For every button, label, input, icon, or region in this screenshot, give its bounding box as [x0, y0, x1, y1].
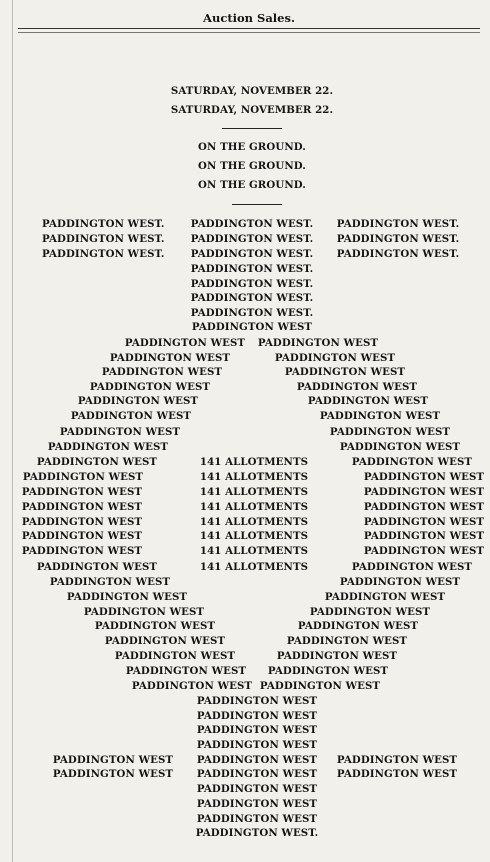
paddington-west-line: PADDINGTON WEST [114, 650, 236, 662]
paddington-west-line: PADDINGTON WEST [131, 680, 253, 692]
paddington-west-line: PADDINGTON WEST [324, 591, 446, 603]
paddington-west-line: PADDINGTON WEST [196, 724, 318, 736]
paddington-west-line: PADDINGTON WEST [363, 545, 485, 557]
allotments-line: 141 ALLOTMENTS [199, 486, 309, 498]
paddington-west-line: PADDINGTON WEST [259, 680, 381, 692]
paddington-west-line: PADDINGTON WEST [191, 321, 313, 333]
paddington-west-line: PADDINGTON WEST [274, 352, 396, 364]
paddington-west-line: PADDINGTON WEST. [190, 278, 314, 290]
paddington-west-line: PADDINGTON WEST [351, 561, 473, 573]
paddington-west-line: PADDINGTON WEST [336, 768, 458, 780]
paddington-west-line: PADDINGTON WEST [196, 739, 318, 751]
paddington-west-line: PADDINGTON WEST [363, 471, 485, 483]
paddington-west-line: PADDINGTON WEST [336, 754, 458, 766]
paddington-west-line: PADDINGTON WEST [124, 337, 246, 349]
paddington-west-line: PADDINGTON WEST. [190, 263, 314, 275]
allotments-line: 141 ALLOTMENTS [199, 501, 309, 513]
ground-line: ON THE GROUND. [198, 160, 306, 172]
paddington-west-line: PADDINGTON WEST [196, 710, 318, 722]
paddington-west-line: PADDINGTON WEST [319, 410, 441, 422]
paddington-west-line: PADDINGTON WEST [89, 381, 211, 393]
paddington-west-line: PADDINGTON WEST [296, 381, 418, 393]
allotments-line: 141 ALLOTMENTS [199, 530, 309, 542]
paddington-west-line: PADDINGTON WEST [36, 456, 158, 468]
paddington-west-line: PADDINGTON WEST [297, 620, 419, 632]
column-divider [12, 0, 14, 862]
paddington-west-line: PADDINGTON WEST [339, 441, 461, 453]
paddington-west-line: PADDINGTON WEST [196, 754, 318, 766]
paddington-west-line: PADDINGTON WEST [196, 768, 318, 780]
paddington-west-line: PADDINGTON WEST. [336, 248, 460, 260]
date-line: SATURDAY, NOVEMBER 22. [170, 85, 334, 97]
paddington-west-line: PADDINGTON WEST. [190, 307, 314, 319]
paddington-west-line: PADDINGTON WEST [70, 410, 192, 422]
ground-line: ON THE GROUND. [198, 179, 306, 191]
paddington-west-line: PADDINGTON WEST. [195, 827, 319, 839]
section-header: Auction Sales. [18, 8, 480, 29]
allotments-line: 141 ALLOTMENTS [199, 471, 309, 483]
paddington-west-line: PADDINGTON WEST [22, 471, 144, 483]
separator-rule [222, 128, 282, 129]
paddington-west-line: PADDINGTON WEST [196, 695, 318, 707]
paddington-west-line: PADDINGTON WEST [47, 441, 169, 453]
paddington-west-line: PADDINGTON WEST [21, 516, 143, 528]
paddington-west-line: PADDINGTON WEST [83, 606, 205, 618]
paddington-west-line: PADDINGTON WEST [257, 337, 379, 349]
paddington-west-line: PADDINGTON WEST [49, 576, 171, 588]
paddington-west-line: PADDINGTON WEST [109, 352, 231, 364]
date-line: SATURDAY, NOVEMBER 22. [170, 104, 334, 116]
ground-line: ON THE GROUND. [198, 141, 306, 153]
paddington-west-line: PADDINGTON WEST. [190, 233, 314, 245]
paddington-west-line: PADDINGTON WEST [101, 366, 223, 378]
paddington-west-line: PADDINGTON WEST [21, 545, 143, 557]
paddington-west-line: PADDINGTON WEST [104, 635, 226, 647]
paddington-west-line: PADDINGTON WEST. [190, 292, 314, 304]
paddington-west-line: PADDINGTON WEST [329, 426, 451, 438]
paddington-west-line: PADDINGTON WEST [363, 501, 485, 513]
allotments-line: 141 ALLOTMENTS [199, 545, 309, 557]
paddington-west-line: PADDINGTON WEST. [42, 248, 165, 260]
paddington-west-line: PADDINGTON WEST [284, 366, 406, 378]
paddington-west-line: PADDINGTON WEST [59, 426, 181, 438]
paddington-west-line: PADDINGTON WEST [36, 561, 158, 573]
paddington-west-line: PADDINGTON WEST. [190, 248, 314, 260]
paddington-west-line: PADDINGTON WEST [309, 606, 431, 618]
paddington-west-line: PADDINGTON WEST [21, 530, 143, 542]
allotments-line: 141 ALLOTMENTS [199, 561, 309, 573]
paddington-west-line: PADDINGTON WEST [339, 576, 461, 588]
paddington-west-line: PADDINGTON WEST [307, 395, 429, 407]
paddington-west-line: PADDINGTON WEST [52, 754, 174, 766]
paddington-west-line: PADDINGTON WEST. [336, 218, 460, 230]
paddington-west-line: PADDINGTON WEST [196, 813, 318, 825]
paddington-west-line: PADDINGTON WEST [21, 501, 143, 513]
allotments-line: 141 ALLOTMENTS [199, 456, 309, 468]
paddington-west-line: PADDINGTON WEST [286, 635, 408, 647]
paddington-west-line: PADDINGTON WEST [196, 798, 318, 810]
paddington-west-line: PADDINGTON WEST [363, 530, 485, 542]
header-rule [18, 32, 480, 33]
paddington-west-line: PADDINGTON WEST [276, 650, 398, 662]
paddington-west-line: PADDINGTON WEST. [42, 233, 165, 245]
paddington-west-line: PADDINGTON WEST [94, 620, 216, 632]
paddington-west-line: PADDINGTON WEST. [42, 218, 165, 230]
paddington-west-line: PADDINGTON WEST. [190, 218, 314, 230]
separator-rule [232, 204, 282, 205]
paddington-west-line: PADDINGTON WEST [363, 516, 485, 528]
paddington-west-line: PADDINGTON WEST [66, 591, 188, 603]
paddington-west-line: PADDINGTON WEST [52, 768, 174, 780]
paddington-west-line: PADDINGTON WEST [363, 486, 485, 498]
paddington-west-line: PADDINGTON WEST [351, 456, 473, 468]
allotments-line: 141 ALLOTMENTS [199, 516, 309, 528]
paddington-west-line: PADDINGTON WEST [125, 665, 247, 677]
paddington-west-line: PADDINGTON WEST [21, 486, 143, 498]
paddington-west-line: PADDINGTON WEST. [336, 233, 460, 245]
paddington-west-line: PADDINGTON WEST [196, 783, 318, 795]
paddington-west-line: PADDINGTON WEST [77, 395, 199, 407]
paddington-west-line: PADDINGTON WEST [267, 665, 389, 677]
